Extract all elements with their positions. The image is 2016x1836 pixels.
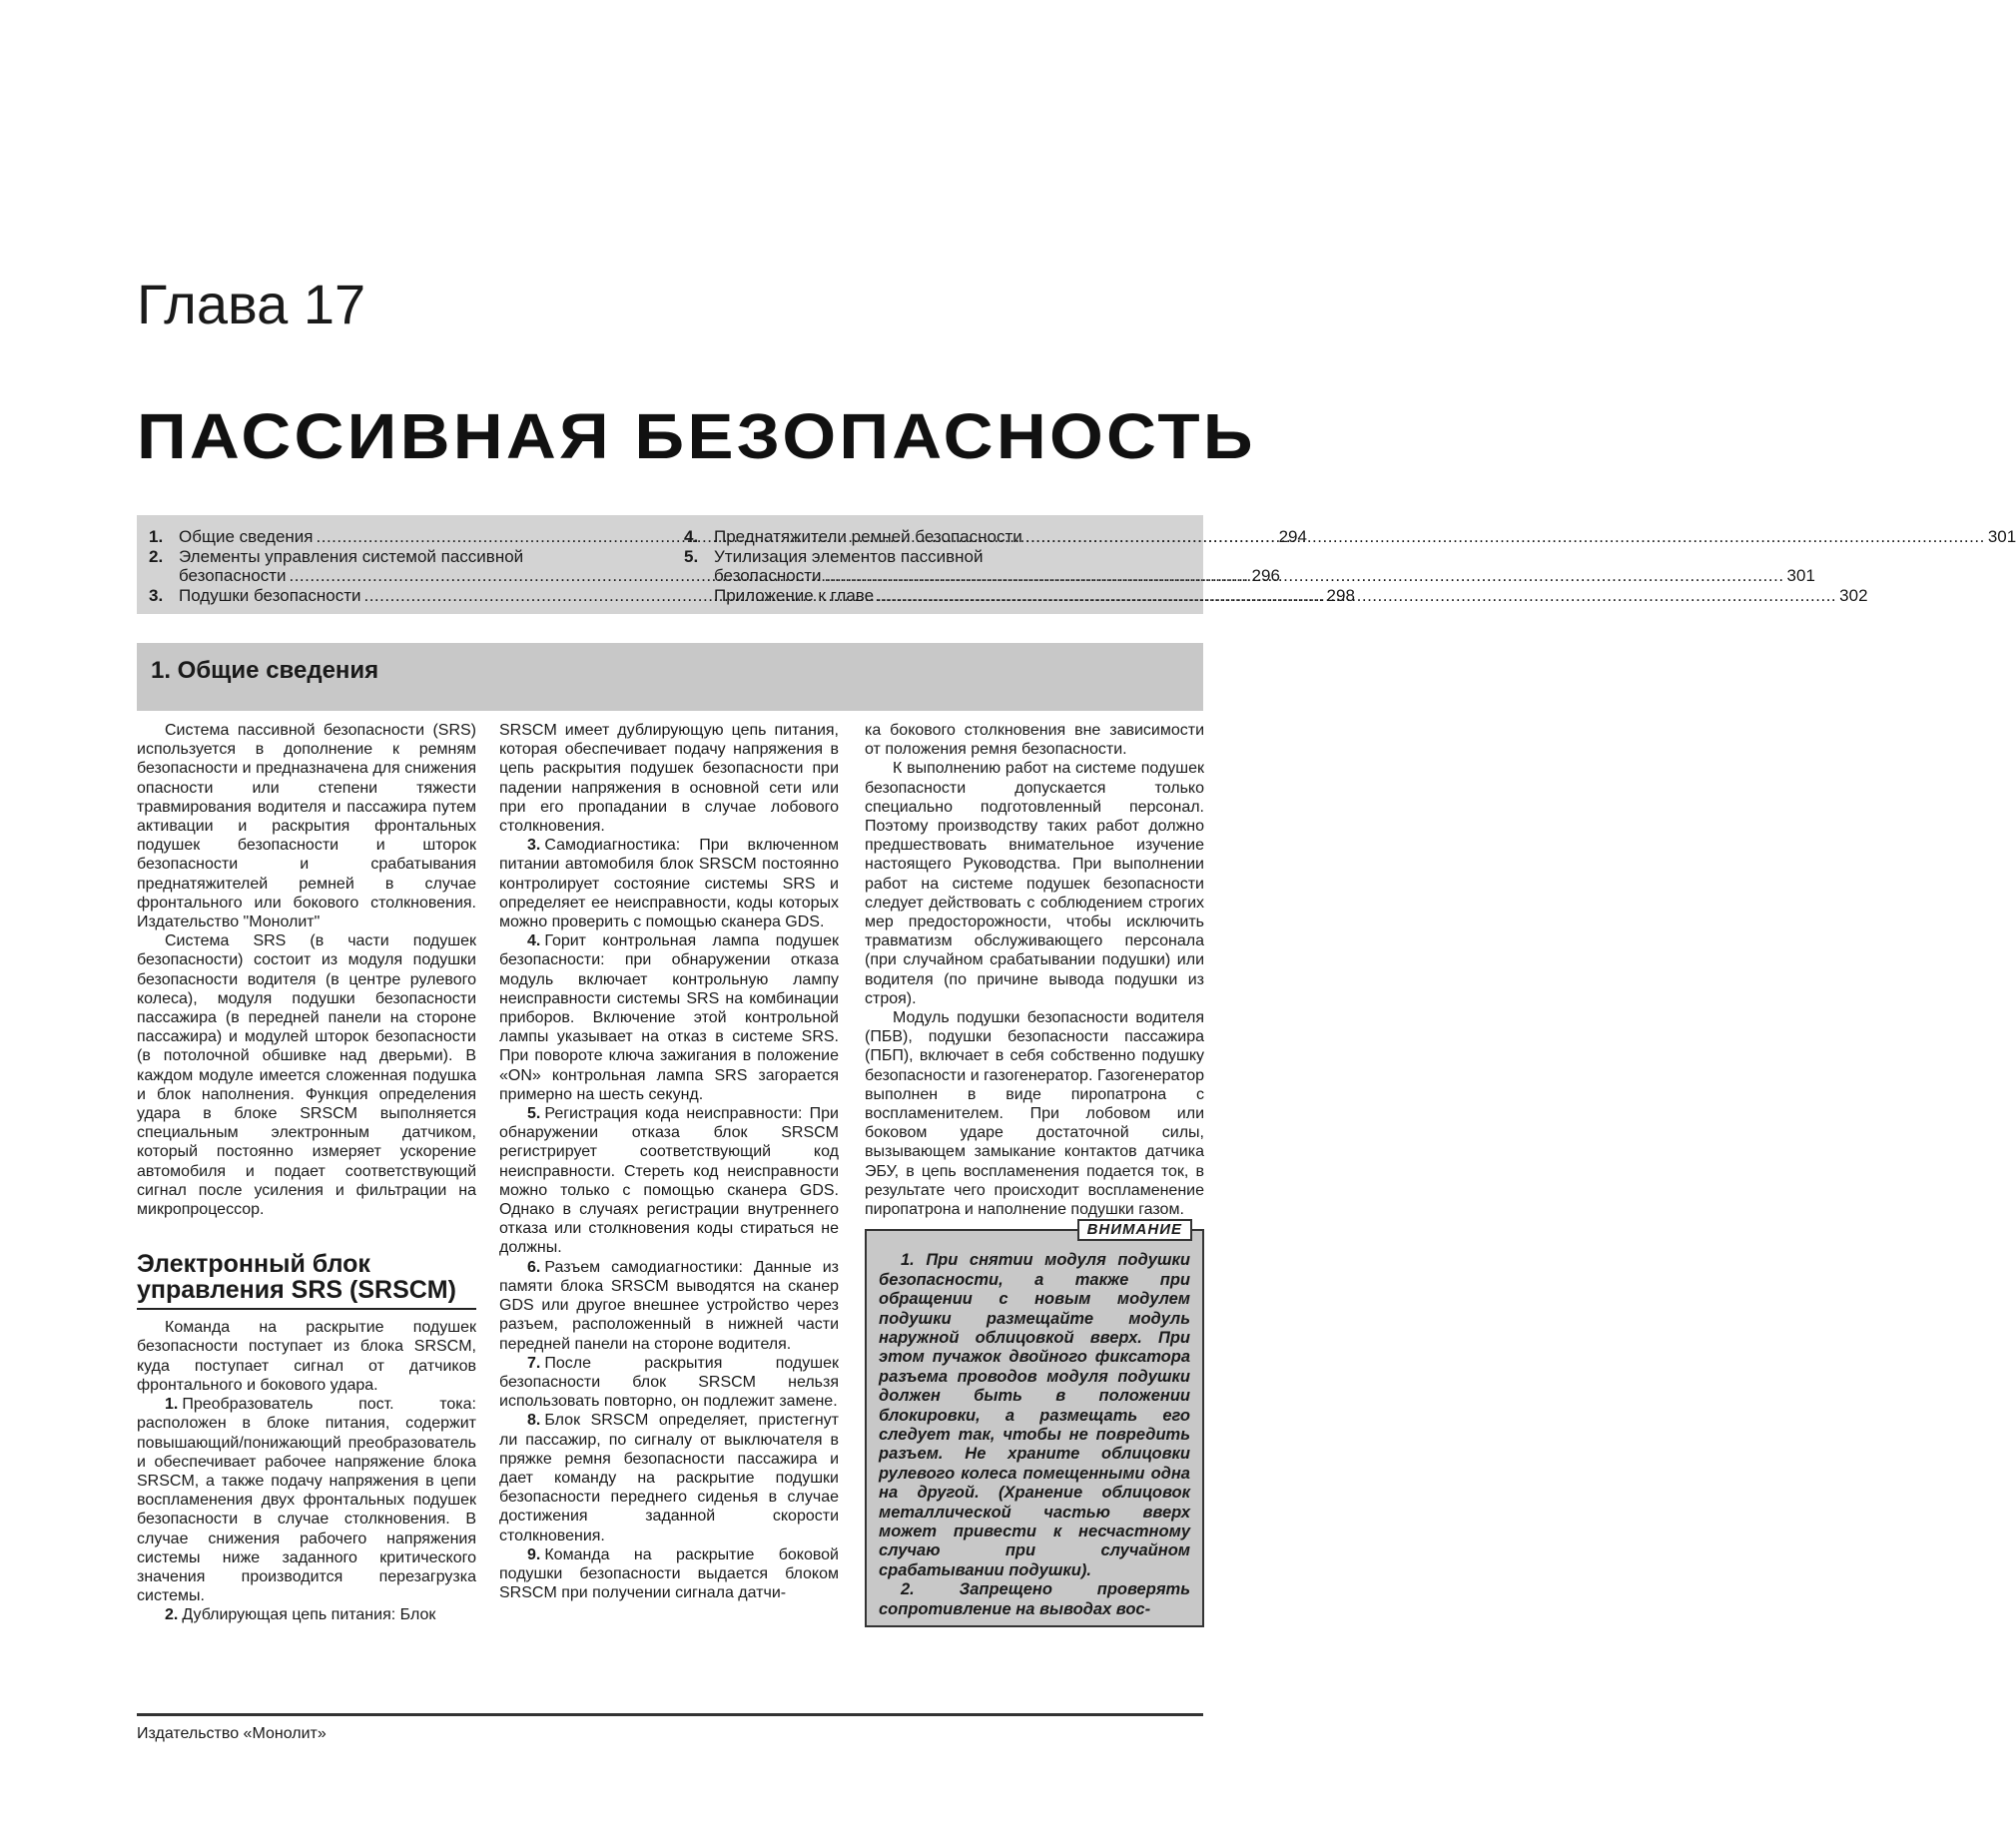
toc-entry-title: Утилизация элементов пассивной <box>714 546 984 566</box>
list-item-text: Горит контрольная лампа подушек безопасности: при обнаружении отказа модуль включает контрольную лампу неисправности системы SRS на комбинации приборов. Включение этой контрольной лампы указывает на отказ в системе SRS. При повороте ключа зажигания в положение «ON» контрольная лампа SRS загорается примерно на шесть секунд. <box>499 932 839 1103</box>
warning-paragraph: 1. При снятии модуля подушки безопасности, а также при обращении с новым модулем подушки размещайте модуль наружной облицовкой вверх. При этом пучажок двойного фиксатора разъема проводов модуля подушки должен быть в положении блокировки, а размещать его следует так, чтобы не повредить разъем. Не храните облицовки рулевого колеса помещенными одна на другой. (Хранение облицовок металлической частью вверх может привести к несчастному случаю при случайном срабатывании подушки). <box>879 1251 1190 1579</box>
warning-paragraph: 2. Запрещено проверять сопротивление на выводах вос- <box>879 1580 1190 1618</box>
text-column-1 <box>137 721 476 1625</box>
paragraph: Система пассивной безопасности (SRS) используется в дополнение к ремням безопасности и предназначена для снижения опасности или степени тяжести травмирования водителя и пассажира путем активации и раскрытия фронтальных подушек безопасности и шторок безопасности и срабатывания преднатяжителей ремней в случае фронтального или бокового столкновения. Издательство "Монолит" <box>137 722 476 931</box>
toc-entry-page: 298 <box>1326 585 1355 605</box>
toc-entry-title: Элементы управления системой пассивной <box>179 546 524 566</box>
list-item-number: 6. <box>527 1258 541 1276</box>
toc-entry-page: 301 <box>1786 566 1815 585</box>
table-of-contents <box>137 515 2016 614</box>
text-column-3 <box>865 721 1204 1627</box>
list-item-text: Дублирующая цепь питания: Блок <box>182 1606 436 1624</box>
paragraph: Система SRS (в части подушек безопасности) состоит из модуля подушки безопасности водителя (в центре рулевого колеса), модуля подушки безопасности пассажира (в передней панели на стороне пассажира) и модулей шторок безопасности (в потолочной обшивке над дверьми). В каждом модуле имеется сложенная подушка и блок наполнения. Функция определения удара в блоке SRSCM выполняется специальным электронным датчиком, который постоянно измеряет ускорение автомобиля и подает соответствующий сигнал после усиления и фильтрации на микропроцессор. <box>137 932 476 1219</box>
toc-entry-title: Преднатяжители ремней безопасности <box>714 527 1022 546</box>
list-item-number: 4. <box>527 932 541 950</box>
list-item-text: Разъем самодиагностики: Данные из памяти блока SRSCM выводятся на сканер GDS или другое внешнее устройство через разъем, расположенный в нижней части передней панели на стороне водителя. <box>499 1258 839 1353</box>
chapter-title: ПАССИВНАЯ БЕЗОПАСНОСТЬ <box>137 400 1256 472</box>
list-item-number: 5. <box>527 1105 541 1123</box>
list-item-number: 2. <box>165 1606 179 1624</box>
warning-box <box>865 1221 1204 1627</box>
list-item-text: Команда на раскрытие боковой подушки безопасности выдается блоком SRSCM при получении сигнала датчи- <box>499 1545 839 1602</box>
chapter-label: Глава 17 <box>137 273 366 335</box>
toc-entry-title: Приложение к главе <box>714 585 875 605</box>
paragraph: SRSCM имеет дублирующую цепь питания, которая обеспечивает подачу напряжения в цепь раскрытия подушек безопасности при падении напряжения в основной сети или при его пропадании в случае лобового столкновения. <box>499 722 839 836</box>
list-item-number: 3. <box>527 837 541 855</box>
footer-publisher: Издательство «Монолит» <box>137 1725 327 1742</box>
toc-entry-number: 2. <box>149 546 164 566</box>
list-item-number: 9. <box>527 1545 541 1563</box>
list-item-number: 8. <box>527 1412 541 1430</box>
toc-entry-number: 5. <box>684 546 699 566</box>
list-item <box>499 931 839 1104</box>
list-item <box>499 1545 839 1603</box>
subsection-rule <box>137 1308 476 1310</box>
list-item <box>499 1354 839 1412</box>
list-item <box>499 1104 839 1258</box>
toc-entry-title-cont: безопасности <box>714 566 822 585</box>
subsection-title: Электронный блок управления SRS (SRSCM) <box>137 1250 456 1305</box>
list-item-text: Преобразователь пост. тока: расположен в блоке питания, содержит повышающий/понижающий преобразователь и обеспечивает рабочее напряжение блока SRSCM, а также подачу напряжения в цепи воспламенения двух фронтальных подушек безопасности в случае столкновения. В случае снижения рабочего напряжения системы ниже заданного критического значения производится перезагрузка системы. <box>137 1396 476 1605</box>
list-item <box>137 1605 476 1624</box>
toc-entry-page: 301 <box>1987 527 2016 546</box>
list-item-number: 7. <box>527 1354 541 1372</box>
list-item <box>499 836 839 931</box>
list-item-text: Самодиагностика: При включенном питании автомобиля блок SRSCM постоянно контролирует состояние системы SRS и определяет ее неисправности, коды которых можно проверить с помощью сканера GDS. <box>499 837 839 931</box>
list-item-text: Блок SRSCM определяет, пристегнут ли пассажир, по сигналу от выключателя в пряжке ремня безопасности пассажира и дает команду на раскрытие подушки безопасности переднего сиденья в случае достижения заданной скорости столкновения. <box>499 1412 839 1544</box>
paragraph: ка бокового столкновения вне зависимости от положения ремня безопасности. <box>865 722 1204 759</box>
list-item-text: Регистрация кода неисправности: При обнаружении отказа блок SRSCM регистрирует соответствующий код неисправности. Стереть код неисправности можно только с помощью сканера GDS. Однако в случаях регистрации внутреннего отказа или столкновения коды стираться не должны. <box>499 1105 839 1257</box>
paragraph: К выполнению работ на системе подушек безопасности допускается только специально подготовленный персонал. Поэтому производству таких работ должно предшествовать внимательное изучение настоящего Руководства. При выполнении работ на системе подушек безопасности следует действовать с соблюдением строгих мер предосторожности, чтобы исключить травматизм обслуживающего персонала (при случайном срабатывании подушки) или водителя (по причине вывода подушки из строя). <box>865 760 1204 1007</box>
text-column-2 <box>499 721 839 1602</box>
toc-entry-title: Подушки безопасности <box>179 585 361 605</box>
list-item-number: 1. <box>165 1396 179 1414</box>
subsection-heading <box>137 1251 476 1310</box>
toc-entry-number: 3. <box>149 585 164 605</box>
list-item <box>137 1395 476 1605</box>
section-title: 1. Общие сведения <box>151 657 379 684</box>
paragraph: Модуль подушки безопасности водителя (ПБВ), подушки безопасности пассажира (ПБП), включает в себя собственно подушку безопасности и газогенератор. Газогенератор выполнен в виде пиропатрона с воспламенителем. При лобовом или боковом ударе достаточной силы, вызывающем замыкание контактов датчика ЭБУ, в цепь воспламенения подается ток, в результате чего происходит воспламенение пиропатрона и наполнение подушки газом. <box>865 1009 1204 1219</box>
section-header <box>137 643 1203 711</box>
list-item <box>499 1411 839 1544</box>
toc-entry-number: 1. <box>149 527 164 546</box>
toc-entry-title-cont: безопасности <box>179 566 287 585</box>
toc-entry-page: 294 <box>1278 527 1307 546</box>
warning-label: ВНИМАНИЕ <box>1077 1219 1192 1241</box>
list-item-text: После раскрытия подушек безопасности блок SRSCM нельзя использовать повторно, он подлежит замене. <box>499 1354 839 1411</box>
toc-entry-number: 4. <box>684 527 699 546</box>
footer-rule <box>137 1713 1203 1716</box>
toc-entry-page: 296 <box>1251 566 1280 585</box>
toc-entry-page: 302 <box>1839 585 1868 605</box>
toc-entry-title: Общие сведения <box>179 527 314 546</box>
paragraph: Команда на раскрытие подушек безопасности поступает из блока SRSCM, куда поступает сигнал от датчиков фронтального и бокового удара. <box>137 1319 476 1394</box>
list-item <box>499 1258 839 1354</box>
